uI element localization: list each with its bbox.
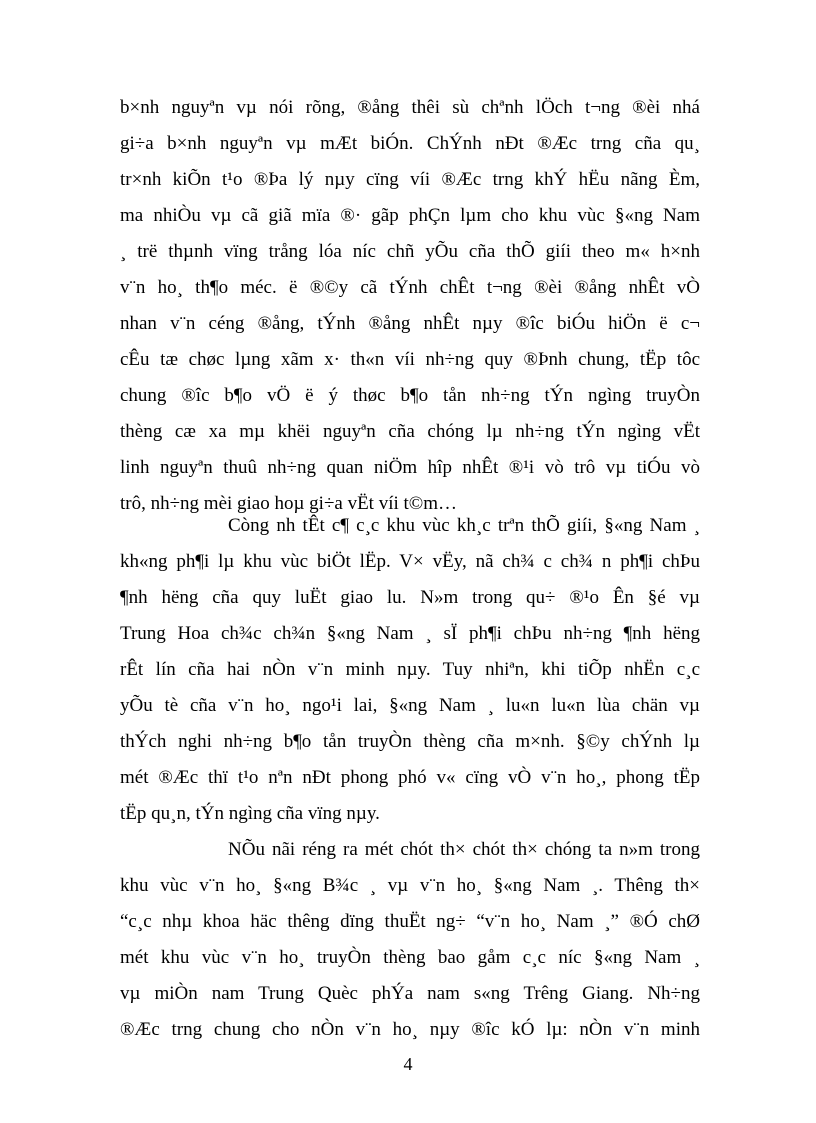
- text-line: linh nguyªn thuû nh÷ng quan niÖm hîp nhÊt ®¹i vò trô vµ tiÓu vò: [120, 457, 700, 478]
- text-line: thÝch nghi nh÷ng b¶o tån truyÒn thèng cña m×nh. §©y chÝnh lµ: [120, 731, 700, 752]
- text-line: chung ®îc b¶o vÖ ë ý thøc b¶o tån nh÷ng tÝn ngìng truyÒn: [120, 385, 700, 406]
- text-line: vµ miÒn nam Trung Quèc phÝa nam s«ng Trêng Giang. Nh÷ng: [120, 983, 700, 1004]
- text-line: ¶nh hëng cña quy luËt giao lu. N»m trong qu÷ ®¹o Ên §é vµ: [120, 587, 700, 608]
- text-line: khu vùc v¨n ho¸ §«ng B¾c ¸ vµ v¨n ho¸ §«ng Nam ¸. Thêng th×: [120, 875, 700, 896]
- text-line: kh«ng ph¶i lµ khu vùc biÖt lËp. V× vËy, nã ch¾ c ch¾ n ph¶i chÞu: [120, 551, 700, 572]
- text-line: NÕu nãi réng ra mét chót th× chót th× chóng ta n»m trong: [228, 839, 700, 860]
- text-line: tËp qu¸n, tÝn ngìng cña vïng nµy.: [120, 803, 380, 824]
- text-line: gi÷a b×nh nguyªn vµ mÆt biÓn. ChÝnh nÐt ®Æc trng cña qu¸: [120, 133, 700, 154]
- text-line: cÊu tæ chøc lµng xãm x· th«n víi nh÷ng quy ®Þnh chung, tËp tôc: [120, 349, 700, 370]
- text-line: ®Æc trng chung cho nÒn v¨n ho¸ nµy ®îc kÓ lµ: nÒn v¨n minh: [120, 1019, 700, 1040]
- paragraph-2: [120, 508, 700, 832]
- text-line: thèng cæ xa mµ khëi nguyªn cña chóng lµ nh÷ng tÝn ngìng vËt: [120, 421, 700, 442]
- text-line: rÊt lín cña hai nÒn v¨n minh nµy. Tuy nhiªn, khi tiÕp nhËn c¸c: [120, 659, 700, 680]
- text-line: yÕu tè cña v¨n ho¸ ngo¹i lai, §«ng Nam ¸ lu«n lu«n lùa chän vµ: [120, 695, 700, 716]
- text-line: trô, nh÷ng mèi giao hoµ gi÷a vËt víi t©m…: [120, 493, 458, 514]
- paragraph-3: [120, 832, 700, 1048]
- text-line: nhan v¨n céng ®ång, tÝnh ®ång nhÊt nµy ®îc biÓu hiÖn ë c¬: [120, 313, 700, 334]
- text-line: v¨n ho¸ th¶o méc. ë ®©y cã tÝnh chÊt t¬ng ®èi ®ång nhÊt vÒ: [120, 277, 700, 298]
- text-line: “c¸c nhµ khoa häc thêng dïng thuËt ng÷ “v¨n ho¸ Nam ¸” ®Ó chØ: [120, 911, 700, 932]
- text-line: ¸ trë thµnh vïng trång lóa níc chñ yÕu cña thÕ giíi theo m« h×nh: [120, 241, 700, 262]
- paragraph-1: [120, 90, 700, 522]
- text-line: Trung Hoa ch¾c ch¾n §«ng Nam ¸ sÏ ph¶i chÞu nh÷ng ¶nh hëng: [120, 623, 700, 644]
- text-line: mét khu vùc v¨n ho¸ truyÒn thèng bao gåm c¸c níc §«ng Nam ¸: [120, 947, 700, 968]
- text-line: Còng nh tÊt c¶ c¸c khu vùc kh¸c trªn thÕ giíi, §«ng Nam ¸: [228, 515, 700, 536]
- text-line: ma nhiÒu vµ cã giã mïa ®· gãp phÇn lµm cho khu vùc §«ng Nam: [120, 205, 700, 226]
- text-line: b×nh nguyªn vµ nói rõng, ®ång thêi sù chªnh lÖch t¬ng ®èi nhá: [120, 97, 700, 118]
- text-line: mét ®Æc thï t¹o nªn nÐt phong phó v« cïng vÒ v¨n ho¸, phong tËp: [120, 767, 700, 788]
- page-number: 4: [403, 1054, 413, 1074]
- text-line: tr×nh kiÕn t¹o ®Þa lý nµy cïng víi ®Æc trng khÝ hËu nãng Èm,: [120, 169, 700, 190]
